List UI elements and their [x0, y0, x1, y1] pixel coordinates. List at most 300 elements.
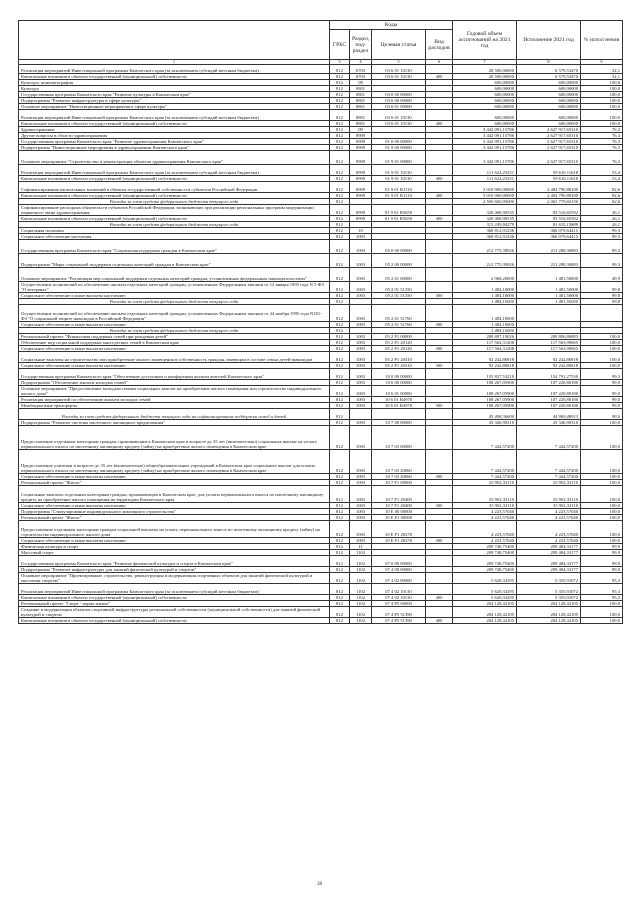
row-grbs: 812 [330, 486, 350, 503]
row-article: 10 7 F1 20400 [372, 503, 426, 509]
row-grbs: 812 [330, 403, 350, 409]
header-expense-type: Вид расходов [426, 30, 453, 60]
row-grbs: 812 [330, 584, 350, 595]
row-name: Культура [19, 86, 330, 92]
row-executed-amount: 600,00000 [517, 104, 581, 110]
row-name: Государственная программа Камчатского края "Развитие здравоохранения Камчатского края" [19, 139, 330, 145]
row-executed-amount: 83 516,65592 [517, 216, 581, 222]
row-annual-amount: 212 775,39026 [453, 240, 517, 254]
row-percent: 100,0 [581, 346, 623, 352]
row-percent: 99,8 [581, 299, 623, 305]
row-grbs: 812 [330, 133, 350, 139]
row-section: 1003 [350, 363, 372, 369]
row-executed-amount: 600,00000 [517, 110, 581, 121]
row-annual-amount: 3 442 091,15786 [453, 151, 517, 165]
row-section: 1003 [350, 480, 372, 486]
table-row [19, 165, 623, 176]
row-annual-amount: 108 267,05900 [453, 380, 517, 386]
row-percent: 100,0 [581, 426, 623, 450]
table-row [19, 426, 623, 450]
row-article: 10 6 00 00000 [372, 380, 426, 386]
row-percent: 100,0 [581, 509, 623, 515]
row-annual-amount: 117 564,31208 [453, 346, 517, 352]
row-expense-type: 400 [426, 595, 453, 601]
row-expense-type [426, 450, 453, 474]
row-grbs: 812 [330, 426, 350, 450]
row-section: 0909 [350, 139, 372, 145]
row-section: 1003 [350, 346, 372, 352]
row-executed-amount: 117 563,99065 [517, 340, 581, 346]
table-row [19, 352, 623, 363]
row-grbs: 812 [330, 165, 350, 176]
row-percent: 99,9 [581, 544, 623, 550]
table-row [19, 521, 623, 538]
row-percent: 100,0 [581, 521, 623, 538]
row-grbs: 812 [330, 573, 350, 584]
row-expense-type: 300 [426, 322, 453, 328]
row-name: Подпрограмма "Стимулирование индивидуального жилищного строительства" [19, 509, 330, 515]
row-section: 0801 [350, 98, 372, 104]
row-executed-amount: 1 481,50000 [517, 282, 581, 293]
row-article: 01 9 01 10130 [372, 165, 426, 176]
row-section: 0909 [350, 145, 372, 151]
row-percent: 99,0 [581, 386, 623, 397]
table-row [19, 282, 623, 293]
row-article: 10 7 03 20060 [372, 474, 426, 480]
row-annual-amount: 1 484,10000 [453, 305, 517, 322]
row-annual-amount: 3 010 000,00000 [453, 193, 517, 199]
row-grbs: 812 [330, 607, 350, 618]
row-name: Капитальные вложения в объекты государственной (муниципальной) собственности [19, 176, 330, 182]
row-percent: 100,0 [581, 538, 623, 544]
row-name: Предоставление отдельным категориям граждан, проживающим в Камчатском крае в возрасте до 35 лет (включительно) социальных выплат на уплату первоначального взноса по ипотечному жилищному кредиту (займу) на приобретение жилого помещения в Камчатском крае [19, 426, 330, 450]
row-section: 0801 [350, 86, 372, 92]
row-annual-amount: 600,00000 [453, 104, 517, 110]
row-section: 09 [350, 127, 372, 133]
row-section: 0703 [350, 65, 372, 74]
row-annual-amount: 368 812,91236 [453, 234, 517, 240]
row-executed-amount: 35 902,33110 [517, 486, 581, 503]
row-name: Социальные выплаты отдельным категориям граждан, проживающим в Камчатском крае, для уплаты первоначального взноса по ипотечному жилищному кредиту на приобретение жилого помещения на территории Камчатского края [19, 486, 330, 503]
row-section: 1003 [350, 486, 372, 503]
row-name: Региональный проект "Жилье" [19, 480, 330, 486]
row-annual-amount: 320 468,90535 [453, 205, 517, 216]
row-article: 03 0 00 00000 [372, 92, 426, 98]
row-section: 0909 [350, 216, 372, 222]
row-percent: 99,3 [581, 240, 623, 254]
row-percent: 95,3 [581, 584, 623, 595]
row-executed-amount: 44 969,48913 [517, 409, 581, 420]
row-annual-amount: 3 010 000,00000 [453, 182, 517, 193]
row-section: 1003 [350, 420, 372, 426]
row-grbs: 812 [330, 86, 350, 92]
row-section: 0909 [350, 151, 372, 165]
table-row [19, 573, 623, 584]
row-annual-amount: 1 484,10000 [453, 293, 517, 299]
row-section: 1003 [350, 397, 372, 403]
row-executed-amount: 5 355,91072 [517, 584, 581, 595]
row-executed-amount: 209 484,33177 [517, 544, 581, 550]
row-section: 0801 [350, 92, 372, 98]
row-article: 05 2 00 00000 [372, 254, 426, 268]
row-section: 1003 [350, 538, 372, 544]
row-article: 10 6 01 R4970 [372, 403, 426, 409]
row-expense-type: 400 [426, 121, 453, 127]
row-executed-amount: 4 223,57040 [517, 521, 581, 538]
row-grbs: 812 [330, 205, 350, 216]
row-section: 1003 [350, 268, 372, 282]
row-expense-type [426, 182, 453, 193]
row-grbs: 812 [330, 98, 350, 104]
row-name: Государственная программа Камчатского края "Развитие физической культуры и спорта в Камчатском крае" [19, 556, 330, 567]
row-executed-amount: 107 220,80180 [517, 397, 581, 403]
row-percent: 99,3 [581, 254, 623, 268]
row-percent: 100,0 [581, 80, 623, 86]
row-executed-amount: 107 220,80180 [517, 380, 581, 386]
row-percent: 32,1 [581, 65, 623, 74]
row-percent: 99,9 [581, 567, 623, 573]
row-annual-amount: 4 223,57040 [453, 521, 517, 538]
row-annual-amount: 313 249,94279 [453, 222, 517, 228]
row-expense-type [426, 305, 453, 322]
row-expense-type [426, 409, 453, 420]
row-grbs: 812 [330, 110, 350, 121]
row-name: Социальное обеспечение и иные выплаты населению [19, 346, 330, 352]
row-name: Расходы за счет средств федерального бюджета текущего года [19, 222, 330, 228]
row-executed-amount: 6 579,53470 [517, 65, 581, 74]
row-expense-type [426, 205, 453, 216]
row-expense-type: 300 [426, 293, 453, 299]
row-percent: 100,0 [581, 352, 623, 363]
row-annual-amount: 111 622,25251 [453, 165, 517, 176]
row-section: 1003 [350, 282, 372, 293]
row-section: 1003 [350, 386, 372, 397]
row-name: Социальное обеспечение и иные выплаты населению [19, 363, 330, 369]
row-name: Социальная политика [19, 228, 330, 234]
row-annual-amount: 7 444,57200 [453, 426, 517, 450]
row-executed-amount: 204 128,42105 [517, 607, 581, 618]
row-grbs: 812 [330, 293, 350, 299]
row-percent: 100,0 [581, 486, 623, 503]
row-article: 05 2 P1 00000 [372, 334, 426, 340]
row-article: 05 2 P1 20120 [372, 346, 426, 352]
row-grbs: 812 [330, 420, 350, 426]
row-name: Предоставление учителям в возрасте до 35 лет (включительно) общеобразовательных учреждений в Камчатском крае социальных выплат для оплаты первоначального взноса по ипотечному жилищному кредиту (займу) на приобретение жилого помещения в Камчатском крае [19, 450, 330, 474]
row-annual-amount: 600,00000 [453, 80, 517, 86]
row-executed-amount: 209 806,86883 [517, 334, 581, 340]
row-section: 1003 [350, 305, 372, 322]
header-section: Раздел, под-раздел [350, 30, 372, 60]
row-executed-amount: 59 610,11618 [517, 165, 581, 176]
row-section: 1003 [350, 474, 372, 480]
row-percent: 100,0 [581, 515, 623, 521]
row-percent: 99,3 [581, 234, 623, 240]
row-section: 0801 [350, 121, 372, 127]
row-percent: 99,3 [581, 228, 623, 234]
row-executed-amount: 6 579,53470 [517, 74, 581, 80]
row-annual-amount: 600,00000 [453, 86, 517, 92]
row-annual-amount: 155 837,53210 [453, 369, 517, 380]
table-row [19, 450, 623, 474]
row-executed-amount: 35 902,33110 [517, 480, 581, 486]
row-name: Софинансирование капитальных вложений в объекты государственной собственности субъектов Российской Федерации [19, 182, 330, 193]
header-percent: % испол нения [581, 21, 623, 60]
row-name: Капитальные вложения в объекты государственной (муниципальной) собственности [19, 74, 330, 80]
row-section: 1003 [350, 515, 372, 521]
row-article: 05 2 01 51760 [372, 305, 426, 322]
row-expense-type [426, 386, 453, 397]
row-percent: 100,0 [581, 340, 623, 346]
row-name: Подпрограмма "Инвестиционные мероприятия в здравоохранении Камчатского края" [19, 145, 330, 151]
row-article: 10 7 03 20060 [372, 450, 426, 474]
row-grbs: 812 [330, 397, 350, 403]
row-grbs: 812 [330, 268, 350, 282]
row-annual-amount: 209 748,75400 [453, 567, 517, 573]
row-executed-amount: 92 242,86818 [517, 352, 581, 363]
row-percent: 26,1 [581, 205, 623, 216]
row-executed-amount: 2 627 917,65310 [517, 145, 581, 151]
row-section: 1102 [350, 550, 372, 556]
row-executed-amount: 117 563,99065 [517, 346, 581, 352]
row-grbs: 812 [330, 521, 350, 538]
row-percent: 76,3 [581, 145, 623, 151]
row-name: Расходы за счет средств федерального бюджета текущего года [19, 328, 330, 334]
row-percent: 53,4 [581, 165, 623, 176]
row-percent: 82,6 [581, 199, 623, 205]
row-percent: 100,0 [581, 607, 623, 618]
row-annual-amount: 3 442 091,15786 [453, 139, 517, 145]
row-percent: 49,9 [581, 268, 623, 282]
row-name: Здравоохранение [19, 127, 330, 133]
row-article: 07 4 02 00000 [372, 573, 426, 584]
row-annual-amount: 92 242,86818 [453, 363, 517, 369]
row-expense-type: 300 [426, 538, 453, 544]
row-name: Подпрограмма "Развитие инфраструктуры для занятий физической культурой и спортом" [19, 567, 330, 573]
row-article: 10 0 00 00000 [372, 369, 426, 380]
row-name: Предоставление отдельным категориям граждан социальной выплаты на уплату первоначального взноса по ипотечному жилищному кредиту (займу) на строительство индивидуального жилого дома [19, 521, 330, 538]
row-percent: 76,3 [581, 139, 623, 145]
row-name: Капитальные вложения в объекты государственной (муниципальной) собственности [19, 595, 330, 601]
row-expense-type [426, 352, 453, 363]
row-article: 01 9 01 R1110 [372, 182, 426, 193]
row-percent: 100,0 [581, 110, 623, 121]
row-section: 1102 [350, 601, 372, 607]
row-article: 03 6 01 10130 [372, 121, 426, 127]
row-name: Социальное обеспечение и иные выплаты населению [19, 293, 330, 299]
table-row [19, 409, 623, 420]
row-article: 10 E F1 20270 [372, 538, 426, 544]
row-executed-amount: 366 079,64415 [517, 234, 581, 240]
row-expense-type: 400 [426, 216, 453, 222]
row-executed-amount: 59 610,11618 [517, 176, 581, 182]
row-executed-amount: 366 079,64415 [517, 228, 581, 234]
row-name: Основное мероприятие "Строительство и реконструкция объектов здравоохранения Камчатского края" [19, 151, 330, 165]
row-article: 03 6 01 10130 [372, 74, 426, 80]
row-grbs: 812 [330, 550, 350, 556]
row-grbs: 812 [330, 515, 350, 521]
row-grbs: 812 [330, 228, 350, 234]
row-expense-type [426, 254, 453, 268]
row-executed-amount: 81 635,15889 [517, 222, 581, 228]
row-percent: 99,9 [581, 556, 623, 567]
row-executed-amount: 7 444,57200 [517, 426, 581, 450]
row-annual-amount: 117 564,31208 [453, 340, 517, 346]
row-expense-type: 300 [426, 503, 453, 509]
row-article: 10 7 F1 00000 [372, 480, 426, 486]
row-name: Подпрограмма "Развитие системы ипотечного жилищного кредитования" [19, 420, 330, 426]
row-section: 1003 [350, 322, 372, 328]
row-article: 05 2 P1 20310 [372, 363, 426, 369]
row-grbs: 812 [330, 182, 350, 193]
row-annual-amount: 7 444,57200 [453, 450, 517, 474]
table-row [19, 65, 623, 74]
row-grbs: 812 [330, 503, 350, 509]
row-grbs: 812 [330, 176, 350, 182]
row-grbs: 812 [330, 352, 350, 363]
row-executed-amount: 2 484 790,88100 [517, 182, 581, 193]
row-name: Основное мероприятие "Проектирование, строительство, реконструкция и модернизация спортивных объектов для занятий физической культурой и массовым спортом" [19, 573, 330, 584]
row-name: Реализация мероприятий Инвестиционной программы Камчатского края (за исключением субсидий местным бюджетам) [19, 584, 330, 595]
row-annual-amount: 5 620,33295 [453, 573, 517, 584]
row-grbs: 812 [330, 282, 350, 293]
row-executed-amount: 5 355,91072 [517, 595, 581, 601]
row-percent: 100,0 [581, 474, 623, 480]
row-expense-type [426, 65, 453, 74]
table-row [19, 205, 623, 216]
row-name: Софинансирование расходных обязательств субъектов Российской Федерации, возникающих при реализации региональных программ модернизации первичного звена здравоохранения [19, 205, 330, 216]
row-grbs: 812 [330, 340, 350, 346]
row-grbs: 812 [330, 509, 350, 515]
row-percent: 100,0 [581, 480, 623, 486]
row-percent: 99,0 [581, 397, 623, 403]
row-name: Подпрограмма "Обеспечение жильем молодых семей" [19, 380, 330, 386]
row-section [350, 409, 372, 420]
row-annual-amount: 7 444,57200 [453, 474, 517, 480]
row-section: 10 [350, 228, 372, 234]
row-executed-amount: 209 484,33177 [517, 567, 581, 573]
row-expense-type: 300 [426, 363, 453, 369]
row-name: Расходы за счет средств федерального бюджета текущего года на софинансирование поддержки семей и детей [19, 409, 330, 420]
row-name: Межбюджетные трансферты [19, 403, 330, 409]
col-number: 3 [330, 60, 350, 65]
row-expense-type: 400 [426, 176, 453, 182]
table-row [19, 556, 623, 567]
row-grbs: 812 [330, 234, 350, 240]
row-article: 05 0 00 00000 [372, 240, 426, 254]
row-name: Подпрограмма "Развитие инфраструктуры в сфере культуры" [19, 98, 330, 104]
row-executed-amount: 211 288,36883 [517, 254, 581, 268]
row-annual-amount: 20 500,00000 [453, 74, 517, 80]
row-article: 07 4 P5 51390 [372, 607, 426, 618]
row-name: Реализация мероприятий Инвестиционной программы Камчатского края (за исключением субсидий местным бюджетам) [19, 110, 330, 121]
row-grbs: 812 [330, 346, 350, 352]
row-name: Расходы за счет средств федерального бюджета текущего года [19, 299, 330, 305]
row-grbs: 812 [330, 386, 350, 397]
row-name: Физическая культура и спорт [19, 544, 330, 550]
row-executed-amount: 35 902,33110 [517, 503, 581, 509]
header-codes: Коды [330, 21, 453, 30]
row-article [372, 409, 426, 420]
table-row [19, 369, 623, 380]
row-name: Социальное обеспечение населения [19, 234, 330, 240]
row-executed-amount: 7 444,57200 [517, 474, 581, 480]
row-article: 01 9 01 00000 [372, 151, 426, 165]
row-executed-amount: 83 516,65592 [517, 205, 581, 216]
row-article: 07 4 02 10130 [372, 595, 426, 601]
row-executed-amount: 211 288,36883 [517, 240, 581, 254]
row-grbs: 812 [330, 299, 350, 305]
row-percent: 99,8 [581, 282, 623, 293]
row-expense-type [426, 282, 453, 293]
row-percent: 100,0 [581, 86, 623, 92]
row-expense-type [426, 268, 453, 282]
row-article: 07 0 00 00000 [372, 556, 426, 567]
row-section: 0909 [350, 176, 372, 182]
row-expense-type [426, 521, 453, 538]
row-article: 01 0 00 00000 [372, 139, 426, 145]
row-executed-amount: 600,00000 [517, 121, 581, 127]
row-article: 07 4 02 10130 [372, 584, 426, 595]
row-article: 10 7 F1 20400 [372, 486, 426, 503]
row-name: Капитальные вложения в объекты государственной (муниципальной) собственности [19, 216, 330, 222]
row-executed-amount: 2 627 917,65310 [517, 139, 581, 145]
row-percent: 100,0 [581, 121, 623, 127]
row-name: Социальное обеспечение и иные выплаты населению [19, 538, 330, 544]
row-annual-amount: 209 807,19026 [453, 334, 517, 340]
row-section: 0703 [350, 74, 372, 80]
row-name: Реализация мероприятий по обеспечению жильем молодых семей [19, 397, 330, 403]
row-annual-amount: 108 267,05900 [453, 397, 517, 403]
row-grbs: 812 [330, 544, 350, 550]
row-name: Региональный проект "Жилье" [19, 515, 330, 521]
row-percent: 95,3 [581, 573, 623, 584]
row-percent [581, 305, 623, 322]
row-name: Подпрограмма "Меры социальной поддержки отдельных категорий граждан в Камчатском крае" [19, 254, 330, 268]
row-executed-amount: 204 128,42105 [517, 601, 581, 607]
row-article: 10 6 01 R4970 [372, 397, 426, 403]
row-percent: 82,6 [581, 182, 623, 193]
row-grbs: 812 [330, 74, 350, 80]
row-executed-amount: 1 481,50000 [517, 293, 581, 299]
row-annual-amount: 209 748,75400 [453, 556, 517, 567]
row-name: Капитальные вложения в объекты государственной (муниципальной) собственности [19, 121, 330, 127]
row-grbs: 812 [330, 595, 350, 601]
header-grbs: ГРБС [330, 30, 350, 60]
col-number: 1 [19, 60, 330, 65]
row-annual-amount: 45 408,36600 [453, 409, 517, 420]
row-executed-amount: 107 220,80180 [517, 386, 581, 397]
row-section: 1003 [350, 293, 372, 299]
row-percent: 100,0 [581, 503, 623, 509]
row-name: Капитальные вложения в объекты государственной (муниципальной) собственности [19, 618, 330, 624]
row-expense-type: 400 [426, 193, 453, 199]
row-annual-amount: 600,00000 [453, 92, 517, 98]
row-annual-amount: 35 902,33110 [453, 503, 517, 509]
row-section: 1003 [350, 380, 372, 386]
row-percent: 95,3 [581, 595, 623, 601]
row-name: Основное мероприятие "Реализация мер социальной поддержки отдельных категорий граждан, установленных федеральным законодательством" [19, 268, 330, 282]
row-percent: 100,0 [581, 98, 623, 104]
row-name: Осуществление полномочий по обеспечению жильем отдельных категорий граждан, установленных Федеральным законом от 24 ноября 1995 года N181-ФЗ "О социальной защите инвалидов в Российской Федерации" [19, 305, 330, 322]
row-section: 1003 [350, 403, 372, 409]
row-annual-amount: 600,00000 [453, 110, 517, 121]
row-expense-type [426, 240, 453, 254]
row-name: Социальное обеспечение и иные выплаты населению [19, 322, 330, 328]
row-name: Реализация мероприятий Инвестиционной программы Камчатского края (за исключением субсидий местным бюджетам) [19, 165, 330, 176]
col-number: 5 [372, 60, 426, 65]
row-expense-type: 400 [426, 618, 453, 624]
row-executed-amount: 600,00000 [517, 80, 581, 86]
